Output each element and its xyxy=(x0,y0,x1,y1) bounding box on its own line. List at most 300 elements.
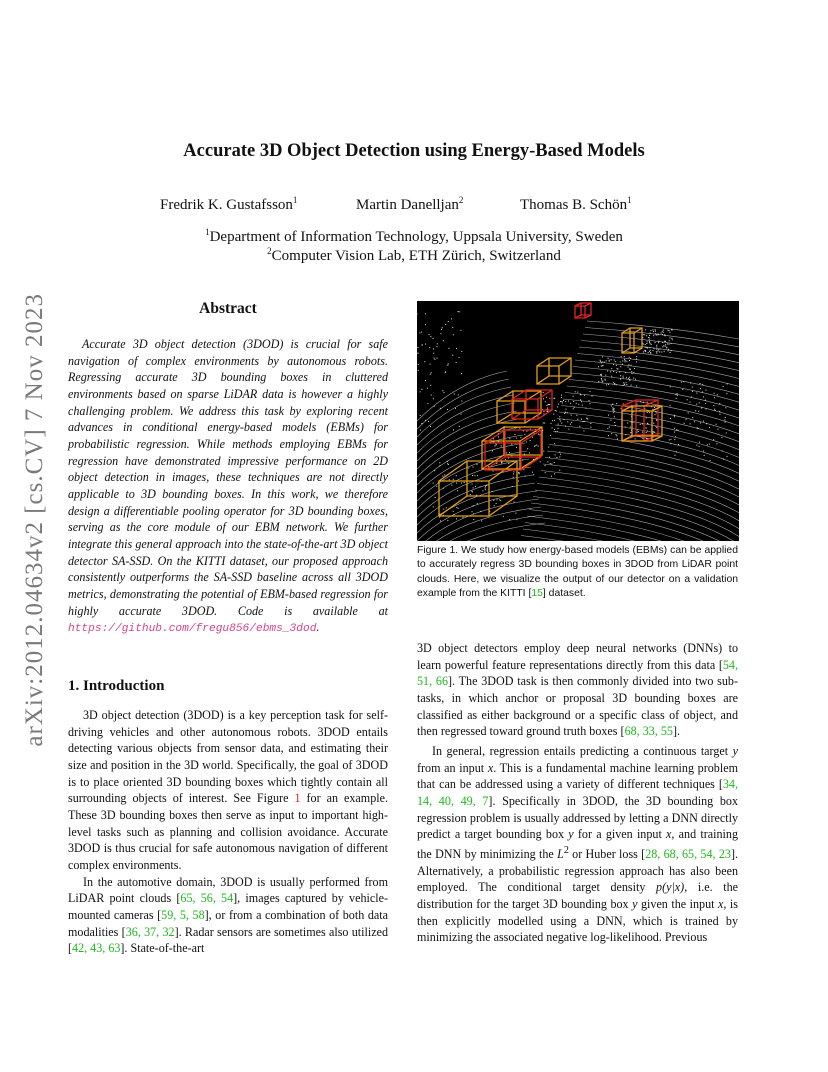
point xyxy=(420,391,421,392)
point xyxy=(716,424,717,425)
point xyxy=(613,364,614,365)
point xyxy=(453,429,454,430)
point xyxy=(554,420,555,421)
point xyxy=(433,398,434,399)
point xyxy=(705,403,706,404)
point xyxy=(481,520,482,521)
point xyxy=(722,451,723,452)
point xyxy=(642,423,643,424)
point xyxy=(631,385,632,386)
text-run: ]. The 3DOD task is then commonly divided into two sub-tasks, in which anchor or proposal 3D bounding boxes are classified as either background or a specific class of object, and then regressed toward ground truth boxes [ xyxy=(417,674,739,739)
point xyxy=(523,469,524,470)
point xyxy=(453,514,454,515)
point xyxy=(658,349,659,350)
point xyxy=(530,440,531,441)
point xyxy=(690,383,691,384)
point xyxy=(600,360,601,361)
point xyxy=(649,333,650,334)
point xyxy=(717,394,718,395)
point xyxy=(634,368,635,369)
point xyxy=(623,377,624,378)
point xyxy=(656,345,657,346)
point xyxy=(656,351,657,352)
point xyxy=(713,439,714,440)
point xyxy=(555,454,556,455)
point xyxy=(439,462,440,463)
point xyxy=(506,452,507,453)
point xyxy=(670,443,671,444)
point xyxy=(472,484,473,485)
point xyxy=(460,414,461,415)
point xyxy=(626,377,627,378)
point xyxy=(601,362,602,363)
point xyxy=(611,368,612,369)
point xyxy=(616,403,617,404)
point xyxy=(633,372,634,373)
point xyxy=(662,331,663,332)
point xyxy=(544,422,545,423)
point xyxy=(581,419,582,420)
point xyxy=(515,513,516,514)
point xyxy=(425,324,426,325)
point xyxy=(663,330,664,331)
point xyxy=(428,421,429,422)
point xyxy=(447,365,448,366)
point xyxy=(672,339,673,340)
point xyxy=(648,352,649,353)
point xyxy=(624,356,625,357)
point xyxy=(443,488,444,489)
point xyxy=(630,358,631,359)
point xyxy=(513,477,514,478)
math-var: y xyxy=(632,896,638,911)
point xyxy=(613,382,614,383)
point xyxy=(608,435,609,436)
point xyxy=(447,461,448,462)
point xyxy=(554,473,555,474)
point xyxy=(561,397,562,398)
point xyxy=(582,405,583,406)
point xyxy=(550,463,551,464)
text-run: for a given input xyxy=(573,827,667,842)
point xyxy=(456,507,457,508)
point xyxy=(524,434,525,435)
point xyxy=(543,392,544,393)
point xyxy=(655,426,656,427)
point xyxy=(442,476,443,477)
point xyxy=(714,409,715,410)
point xyxy=(543,451,544,452)
point xyxy=(727,383,728,384)
point xyxy=(477,503,478,504)
point xyxy=(692,417,693,418)
point xyxy=(612,407,613,408)
point xyxy=(649,351,650,352)
point xyxy=(626,384,627,385)
point xyxy=(670,386,671,387)
point xyxy=(434,406,435,407)
point xyxy=(698,428,699,429)
point xyxy=(638,431,639,432)
point xyxy=(501,446,502,447)
point xyxy=(461,482,462,483)
point xyxy=(674,415,675,416)
point xyxy=(628,364,629,365)
point xyxy=(529,452,530,453)
point xyxy=(462,517,463,518)
point xyxy=(613,412,614,413)
point xyxy=(439,465,440,466)
point xyxy=(527,448,528,449)
point xyxy=(646,417,647,418)
point xyxy=(649,335,650,336)
point xyxy=(456,518,457,519)
math-expression: p(y|x) xyxy=(656,880,685,895)
point xyxy=(643,402,644,403)
point xyxy=(620,379,621,380)
point xyxy=(453,511,454,512)
point xyxy=(669,340,670,341)
text-run: or Huber loss [ xyxy=(568,846,646,861)
point xyxy=(616,365,617,366)
point xyxy=(614,416,615,417)
point xyxy=(447,520,448,521)
point xyxy=(545,472,546,473)
point xyxy=(668,349,669,350)
point xyxy=(649,347,650,348)
point xyxy=(668,350,669,351)
point xyxy=(583,430,584,431)
point xyxy=(459,426,460,427)
point xyxy=(650,350,651,351)
citation-link[interactable]: 15 xyxy=(531,587,543,599)
point xyxy=(551,464,552,465)
point xyxy=(650,353,651,354)
point xyxy=(584,421,585,422)
citation-link[interactable]: 28, 68, 65, 54, 23 xyxy=(645,846,731,861)
point xyxy=(665,346,666,347)
point xyxy=(613,410,614,411)
text-run: Figure 1. We study how energy-based models (EBMs) can be applied to accurately regress 3D bounding boxes in 3DOD from LiDAR point clouds. Here, we visualize the output of our detector on a validation example from the KITTI [ xyxy=(417,545,738,599)
point xyxy=(727,456,728,457)
point xyxy=(622,376,623,377)
point xyxy=(445,324,446,325)
point xyxy=(503,516,504,517)
point xyxy=(640,401,641,402)
point xyxy=(667,343,668,344)
point xyxy=(664,335,665,336)
point xyxy=(440,408,441,409)
point xyxy=(625,372,626,373)
point xyxy=(631,373,632,374)
point xyxy=(584,395,585,396)
point xyxy=(692,391,693,392)
point xyxy=(434,358,435,359)
point xyxy=(623,382,624,383)
point xyxy=(609,427,610,428)
point xyxy=(663,345,664,346)
point xyxy=(654,432,655,433)
citation-link[interactable]: 34, 14, 40, 49, 7 xyxy=(417,777,738,808)
point xyxy=(539,434,540,435)
point xyxy=(614,411,615,412)
point xyxy=(571,422,572,423)
point xyxy=(646,438,647,439)
citation-link[interactable]: 59, 5, 58 xyxy=(161,907,205,922)
point xyxy=(431,395,432,396)
point xyxy=(427,388,428,389)
point xyxy=(565,401,566,402)
point xyxy=(580,399,581,400)
math-var: L xyxy=(557,846,564,861)
math-var: x xyxy=(718,896,724,911)
point xyxy=(545,401,546,402)
point xyxy=(690,402,691,403)
lidar-point-cloud-image xyxy=(417,301,739,541)
point xyxy=(522,460,523,461)
point xyxy=(543,398,544,399)
text-run: , and training the DNN by minimizing the xyxy=(417,827,738,861)
point xyxy=(614,359,615,360)
right-paragraph-1 xyxy=(417,640,738,740)
text-run: ]. Specifically in 3DOD, the 3D bounding box regression problem is usually addressed by letting a DNN directly predict a target bounding box xyxy=(417,793,738,842)
point xyxy=(653,423,654,424)
point xyxy=(669,337,670,338)
point xyxy=(649,412,650,413)
point xyxy=(442,327,443,328)
figure-reference-link[interactable]: 1 xyxy=(294,791,301,806)
point xyxy=(430,426,431,427)
point xyxy=(468,468,469,469)
point xyxy=(616,372,617,373)
point xyxy=(725,407,726,408)
text-run: ]. Radar sensors are sometimes also utilized [ xyxy=(68,924,389,956)
point xyxy=(568,401,569,402)
point xyxy=(427,403,428,404)
point xyxy=(445,371,446,372)
point xyxy=(494,445,495,446)
point xyxy=(658,342,659,343)
point xyxy=(564,413,565,414)
point xyxy=(457,490,458,491)
point xyxy=(516,438,517,439)
point xyxy=(606,384,607,385)
point xyxy=(714,393,715,394)
text-run: In general, regression entails predicting a continuous target xyxy=(432,743,733,758)
citation-link[interactable]: 68, 33, 55 xyxy=(624,724,673,739)
point xyxy=(609,361,610,362)
text-run: , i.e. the distribution for the target 3D bounding box xyxy=(417,880,739,911)
affiliation-text: Computer Vision Lab, ETH Zürich, Switzerland xyxy=(271,248,561,264)
point xyxy=(719,414,720,415)
point xyxy=(726,393,727,394)
point xyxy=(658,334,659,335)
point xyxy=(557,406,558,407)
point xyxy=(612,404,613,405)
point xyxy=(721,437,722,438)
text-run: 3D object detection (3DOD) is a key perception task for self-driving vehicles and other autonomous robots. 3DOD entails detecting various objects from sensor data, and estimating their size and position in the 3D world. Specifically, the goal of 3DOD is to place oriented 3D bounding boxes which tightly contain all surrounding objects of interest. See Figure xyxy=(68,708,388,806)
point xyxy=(418,364,419,365)
text-run: given the input xyxy=(637,896,719,911)
point xyxy=(600,374,601,375)
point xyxy=(452,327,453,328)
point xyxy=(473,513,474,514)
point xyxy=(480,511,481,512)
point xyxy=(532,472,533,473)
point xyxy=(589,391,590,392)
point xyxy=(629,369,630,370)
point xyxy=(655,411,656,412)
point xyxy=(421,331,422,332)
citation-link[interactable]: 36, 37, 32 xyxy=(125,924,175,939)
point xyxy=(646,432,647,433)
point xyxy=(433,483,434,484)
citation-link[interactable]: 54, 51, 66 xyxy=(417,657,738,689)
point xyxy=(652,329,653,330)
point xyxy=(570,403,571,404)
math-superscript: 2 xyxy=(563,844,569,856)
point xyxy=(561,401,562,402)
point xyxy=(669,439,670,440)
point xyxy=(434,470,435,471)
point xyxy=(635,379,636,380)
point xyxy=(701,408,702,409)
point xyxy=(514,502,515,503)
point xyxy=(669,330,670,331)
point xyxy=(425,344,426,345)
point xyxy=(694,421,695,422)
point xyxy=(435,497,436,498)
point xyxy=(443,509,444,510)
point xyxy=(511,444,512,445)
point xyxy=(645,347,646,348)
point xyxy=(580,394,581,395)
point xyxy=(473,519,474,520)
point xyxy=(568,429,569,430)
point xyxy=(675,436,676,437)
point xyxy=(646,335,647,336)
point xyxy=(613,371,614,372)
point xyxy=(496,444,497,445)
point xyxy=(645,350,646,351)
point xyxy=(492,450,493,451)
citation-link[interactable]: 42, 43, 63 xyxy=(72,941,121,956)
point xyxy=(647,402,648,403)
point xyxy=(602,380,603,381)
point xyxy=(455,408,456,409)
point xyxy=(672,329,673,330)
point xyxy=(625,434,626,435)
point xyxy=(654,414,655,415)
point xyxy=(649,341,650,342)
point xyxy=(658,333,659,334)
point xyxy=(656,427,657,428)
point xyxy=(676,429,677,430)
point xyxy=(659,351,660,352)
point xyxy=(573,396,574,397)
point xyxy=(671,338,672,339)
point xyxy=(601,378,602,379)
point xyxy=(676,451,677,452)
point xyxy=(452,355,453,356)
point xyxy=(551,476,552,477)
point xyxy=(698,411,699,412)
point xyxy=(556,457,557,458)
point xyxy=(433,353,434,354)
point xyxy=(704,455,705,456)
point xyxy=(611,405,612,406)
point xyxy=(666,347,667,348)
point xyxy=(554,429,555,430)
point xyxy=(547,411,548,412)
point xyxy=(665,341,666,342)
point xyxy=(623,403,624,404)
point xyxy=(611,433,612,434)
point xyxy=(514,434,515,435)
code-link[interactable]: https://github.com/fregu856/ebms_3dod xyxy=(68,623,317,636)
point xyxy=(485,489,486,490)
point xyxy=(456,483,457,484)
text-run: In the automotive domain, 3DOD is usually performed from LiDAR point clouds [ xyxy=(68,874,388,906)
point xyxy=(683,381,684,382)
point xyxy=(482,490,483,491)
point xyxy=(714,397,715,398)
point xyxy=(703,396,704,397)
point xyxy=(636,358,637,359)
point xyxy=(655,342,656,343)
point xyxy=(471,491,472,492)
point xyxy=(661,352,662,353)
point xyxy=(441,329,442,330)
point xyxy=(626,382,627,383)
point xyxy=(486,485,487,486)
point xyxy=(458,394,459,395)
point xyxy=(615,361,616,362)
right-paragraph-2 xyxy=(417,743,738,946)
point xyxy=(630,432,631,433)
point xyxy=(453,334,454,335)
point xyxy=(557,431,558,432)
citation-link[interactable]: 65, 56, 54 xyxy=(180,891,234,906)
point xyxy=(654,407,655,408)
point xyxy=(651,344,652,345)
point xyxy=(473,487,474,488)
point xyxy=(513,473,514,474)
point xyxy=(674,432,675,433)
text-run: ], or from a combination of both data modalities [ xyxy=(68,907,388,939)
point xyxy=(430,385,431,386)
point xyxy=(567,412,568,413)
point xyxy=(563,419,564,420)
author-affiliation-mark: 2 xyxy=(458,195,464,205)
point xyxy=(629,379,630,380)
point xyxy=(424,361,425,362)
point xyxy=(703,451,704,452)
point xyxy=(624,359,625,360)
point xyxy=(442,390,443,391)
point xyxy=(645,344,646,345)
point xyxy=(461,373,462,374)
point xyxy=(659,349,660,350)
point xyxy=(647,341,648,342)
point xyxy=(713,405,714,406)
author-3 xyxy=(520,195,632,214)
point xyxy=(656,420,657,421)
point xyxy=(558,428,559,429)
author-name: Martin Danelljan xyxy=(356,197,459,213)
point xyxy=(436,346,437,347)
point xyxy=(519,473,520,474)
